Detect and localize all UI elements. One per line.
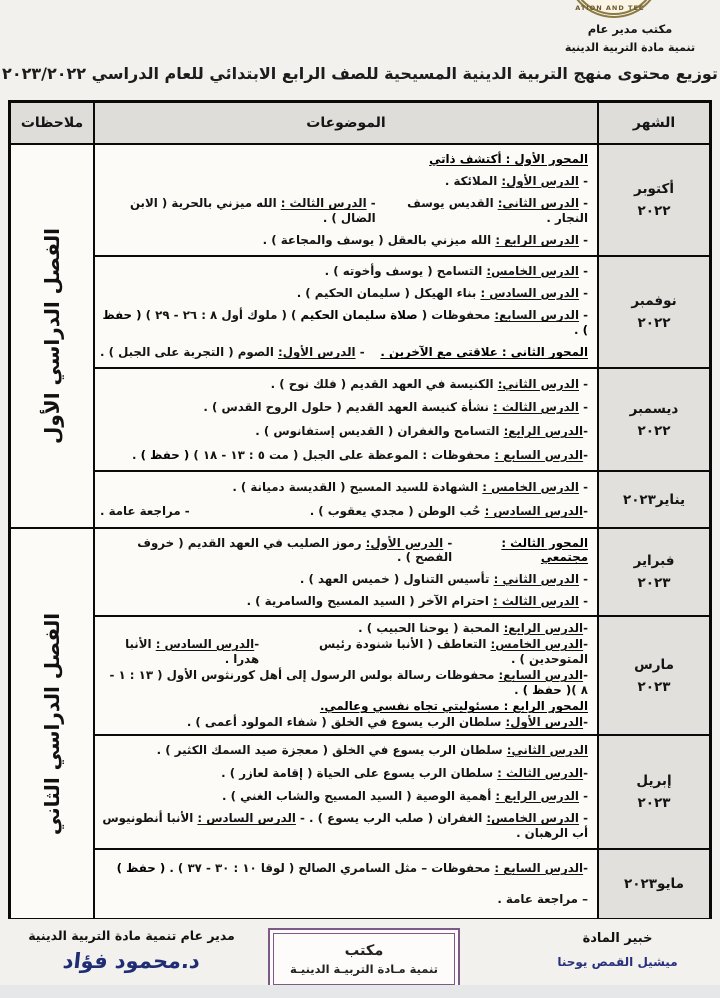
scan-edge: [0, 985, 720, 998]
lesson-text: ( حفظ ): [522, 682, 572, 697]
lesson-text: -: [254, 637, 260, 652]
lesson-line: [100, 196, 588, 225]
lesson-line: [100, 286, 588, 301]
month-year: ٢٠٢٢: [637, 315, 671, 331]
month-cell-january: [599, 472, 709, 527]
lesson-text: -: [578, 593, 588, 608]
lesson-label: الدرس الخامس:: [486, 811, 579, 826]
lesson-text: محفوظات : الموعظة على الجبل ( مت ٥ : ١٣ - ١٨ ): [189, 447, 495, 462]
lesson-label: الدرس الأول:: [365, 535, 444, 550]
month-cell-november: [599, 257, 709, 367]
lesson-line: [100, 621, 588, 636]
lesson-text: -: [583, 765, 588, 780]
lesson-text: -: [583, 424, 588, 438]
lesson-text: الشهادة للسيد المسيح ( القديسة دميانة ) .: [232, 479, 483, 494]
lesson-text: -: [578, 263, 588, 278]
lesson-label: الدرس الخامس :: [482, 479, 579, 494]
month-cell-may: [599, 850, 709, 918]
office-stamp-inner: [273, 933, 455, 985]
lesson-line: [100, 637, 588, 666]
month-name: أكتوبر: [634, 181, 674, 197]
lesson-text: أهمية الوصية ( السيد المسيح والشاب الغني ) .: [221, 788, 496, 803]
lesson-line: [100, 264, 588, 279]
lesson-text: -: [578, 811, 588, 826]
lesson-text: -: [578, 788, 588, 803]
lesson-text: المحبة ( يوحنا الحبيب ) .: [358, 620, 504, 635]
lesson-text: -: [578, 286, 588, 301]
lesson-text: نشأة كنيسة العهد القديم ( حلول الروح القدس ) .: [203, 400, 494, 415]
lesson-label: الدرس الثاني :: [493, 571, 579, 586]
lesson-line: [100, 480, 588, 495]
month-name: نوفمبر: [631, 293, 677, 309]
lesson-label: الدرس الرابع :: [495, 233, 579, 248]
axis-heading: المحور الثالث : مجتمعي: [501, 535, 588, 565]
lesson-line: [100, 789, 588, 804]
month-cell-october: [599, 145, 709, 255]
lesson-line: [100, 152, 588, 167]
ministry-seal-icon: [556, 0, 668, 20]
lesson-line: [100, 536, 588, 565]
lesson-text: الملائكة .: [444, 174, 502, 189]
lesson-text: التعاطف ( الأنبا شنودة رئيس المتوحدين ) .: [319, 637, 588, 666]
topics-cell-february: [95, 529, 597, 615]
lesson-line: [100, 345, 588, 360]
subject-expert-title: خبير المادة: [582, 931, 653, 946]
lesson-text: -: [578, 571, 588, 586]
topics-cell-may: [95, 850, 597, 918]
lesson-text: سلطان الرب يسوع في الخلق ( معجزة صيد السمك الكثير ) .: [156, 743, 507, 758]
month-year: ٢٠٢٣: [637, 575, 671, 591]
semester2-label: الفصل الدراسي الثاني: [40, 612, 64, 835]
lesson-text: ( حفظ ): [116, 861, 166, 876]
topics-cell-january: [95, 472, 597, 527]
lesson-label: الدرس الثالث :: [493, 593, 579, 608]
lesson-text: -: [583, 715, 588, 730]
lesson-text: ) ( ملوك أول ٨ : ٢٦ - ٢٩ ): [141, 308, 301, 323]
lesson-label: الدرس الثاني:: [497, 196, 579, 211]
lesson-text: -: [578, 376, 588, 391]
office-line2: تنمية مادة التربية الدينية: [564, 40, 696, 54]
lesson-text: -: [583, 637, 588, 652]
lesson-label: الدرس الثالث :: [493, 400, 579, 415]
lesson-text: ( حفظ ): [102, 308, 588, 338]
lesson-line: [100, 811, 588, 840]
lesson-line: [100, 174, 588, 189]
lesson-text: -: [366, 196, 376, 211]
lesson-text: الغفران ( صلب الرب يسوع ) . -: [295, 811, 487, 826]
lesson-label: الدرس السابع :: [494, 861, 584, 876]
lesson-line: [100, 861, 588, 876]
lesson-line: [100, 766, 588, 781]
month-name: إبريل: [636, 773, 672, 789]
lesson-label: الدرس الرابع :: [495, 788, 579, 803]
lesson-text: رموز الصليب في العهد القديم ( خروف الفصح ) .: [137, 535, 453, 565]
lesson-line: [100, 233, 588, 248]
lesson-line: [100, 668, 588, 697]
lesson-text: حُب الوطن ( مجدي يعقوب ) .: [309, 504, 485, 519]
topics-cell-november: [95, 257, 597, 367]
lesson-line: [100, 504, 588, 519]
subject-expert-block: [540, 931, 695, 969]
lesson-text: سلطان الرب يسوع في الخلق ( شفاء المولود أعمى ) .: [186, 715, 506, 730]
lesson-label: الدرس الثالث :: [280, 196, 367, 211]
column-header-topics: الموضوعات: [95, 103, 597, 143]
lesson-text: محفوظات رسالة بولس الرسول إلى أهل كورنثوس الأول ( ١٣ : ١ - ٨ ): [109, 668, 588, 697]
lesson-text: -: [578, 400, 588, 415]
month-name: مارس: [634, 656, 674, 673]
lesson-text: -: [578, 233, 588, 248]
month-cell-march: [599, 617, 709, 734]
month-name: مايو٢٠٢٣: [624, 876, 684, 892]
lesson-label: الدرس الثاني:: [497, 376, 579, 391]
month-name: ديسمبر: [629, 400, 679, 417]
lesson-label: الدرس السابع:: [498, 668, 584, 683]
lesson-text: الأنبا أنطونيوس أب الرهبان .: [102, 811, 588, 841]
lesson-text: -: [578, 479, 588, 494]
lesson-line: [100, 377, 588, 392]
lesson-label: الدرس الرابع:: [503, 620, 584, 635]
lesson-text: -: [355, 345, 365, 360]
lesson-text: .: [132, 447, 141, 462]
column-header-notes: ملاحظات: [11, 103, 93, 143]
month-year: ٢٠٢٢: [637, 203, 671, 219]
month-cell-december: [599, 369, 709, 470]
lesson-text: – مراجعة عامة .: [497, 892, 588, 907]
month-year: ٢٠٢٣: [637, 678, 671, 695]
lesson-text: -: [583, 447, 588, 462]
lesson-line: [100, 743, 588, 758]
lesson-label: الدرس الثالث :: [497, 765, 584, 780]
lesson-text: القديس يوسف النجار .: [407, 196, 588, 226]
lesson-text: -: [578, 174, 588, 189]
lesson-text: التسامح والغفران ( القديس إستفانوس ) .: [255, 424, 504, 438]
lesson-text: التسامح ( يوسف وأخوته ) .: [324, 263, 487, 278]
page-title: توزيع محتوى منهج التربية الدينية المسيحية للصف الرابع الابتدائي للعام الدراسي ٢٠٢٣/٢٠٢٢: [2, 64, 718, 83]
lesson-text: .: [514, 682, 523, 697]
lesson-line: [100, 400, 588, 415]
lesson-label: الدرس السادس :: [484, 504, 584, 519]
lesson-text: بناء الهيكل ( سليمان الحكيم ) .: [296, 286, 481, 301]
axis-heading: المحور الثاني : علاقتي مع الآخرين .: [380, 345, 588, 360]
month-year: ٢٠٢٢: [637, 422, 671, 439]
lesson-text: محفوظات (: [417, 308, 495, 323]
lesson-text: ( حفظ ): [140, 447, 190, 462]
lesson-label: الدرس السادس :: [480, 286, 579, 301]
lesson-text: -: [578, 196, 588, 211]
month-name: يناير٢٠٢٣: [622, 491, 686, 508]
lesson-text: الصوم ( التجربة على الجبل ) .: [100, 345, 278, 360]
stamp-line1: مكتب: [344, 942, 384, 959]
month-cell-february: [599, 529, 709, 615]
subject-expert-name: ميشيل القمص يوحنا: [557, 955, 678, 969]
lesson-text: الله ميزني بالحرية ( الابن الضال ) .: [129, 196, 376, 226]
lesson-label: الدرس الثاني:: [506, 743, 588, 758]
stamp-line2: تنمية مـادة التربيـة الدينيـة: [290, 961, 439, 976]
lesson-line: [100, 715, 588, 730]
lesson-label: الدرس الخامس:: [490, 637, 584, 652]
director-signature: د.محمود فؤاد: [61, 949, 202, 973]
lesson-text: -: [443, 535, 453, 550]
topics-cell-april: [95, 736, 597, 848]
lesson-text: -: [578, 308, 588, 323]
lesson-text: - مراجعة عامة .: [100, 504, 190, 519]
lesson-label: الدرس الأول:: [505, 715, 584, 730]
topics-cell-october: [95, 145, 597, 255]
lesson-text: .: [574, 323, 583, 338]
lesson-text: -: [583, 620, 588, 635]
column-header-month: الشهر: [599, 103, 709, 143]
lesson-line: [100, 448, 588, 463]
office-line1: مكتب مدير عام: [587, 22, 673, 36]
lesson-line: [100, 572, 588, 587]
semester2-cell: [11, 529, 93, 918]
lesson-label: الدرس الرابع:: [503, 424, 584, 438]
director-block: [14, 928, 249, 973]
month-name: فبراير: [633, 553, 675, 569]
axis-heading: المحور الرابع : مسئوليتي تجاه نفسي وعالمي.: [319, 699, 588, 714]
lesson-label: الدرس السادس :: [197, 811, 296, 826]
lesson-text: احترام الآخر ( السيد المسيح والسامرية ) .: [246, 593, 494, 608]
office-stamp-box: [268, 928, 460, 990]
month-cell-april: [599, 736, 709, 848]
seal-caption: ATION AND TEC: [575, 4, 645, 12]
director-title: مدير عام تنمية مادة التربية الدينية: [28, 928, 235, 943]
axis-heading: المحور الأول : أكتشف ذاتي: [429, 151, 588, 166]
lesson-label: الدرس الأول:: [278, 345, 356, 360]
month-year: ٢٠٢٣: [637, 795, 671, 811]
curriculum-table: [8, 100, 712, 919]
lesson-text: سلطان الرب يسوع على الحياة ( إقامة لعازر ) .: [221, 765, 498, 780]
lesson-label: الدرس السادس :: [155, 637, 255, 652]
lesson-label: الدرس السابع:: [494, 308, 579, 323]
semester1-cell: [11, 145, 93, 527]
lesson-text: -: [583, 668, 588, 683]
topics-cell-march: [95, 617, 597, 734]
lesson-label: الدرس الخامس:: [486, 263, 579, 278]
lesson-text: تأسيس التناول ( خميس العهد ) .: [299, 571, 494, 586]
office-header: [550, 21, 710, 56]
lesson-label: الدرس السابع :: [494, 447, 584, 462]
lesson-text: الكنيسة في العهد القديم ( فلك نوح ) .: [270, 376, 498, 391]
semester1-label: الفصل الدراسي الأول: [40, 228, 64, 444]
lesson-label: الدرس الأول:: [501, 174, 579, 189]
lesson-line: [100, 308, 588, 337]
lesson-line: [100, 424, 588, 439]
lesson-text: الله ميزني بالعقل ( يوسف والمجاعة ) .: [262, 233, 496, 248]
topics-cell-december: [95, 369, 597, 470]
lesson-line: [100, 892, 588, 907]
lesson-line: [100, 594, 588, 609]
lesson-text: الأنبا هدرا .: [125, 637, 260, 666]
lesson-text: -: [583, 504, 588, 519]
lesson-text: محفوظات – مثل السامري الصالح ( لوقا ١٠ : ٣٠ - ٣٧ ) .: [165, 861, 495, 876]
lesson-text: -: [583, 861, 588, 876]
lesson-text: صلاة سليمان الحكيم: [300, 308, 418, 323]
lesson-line: [100, 699, 588, 714]
